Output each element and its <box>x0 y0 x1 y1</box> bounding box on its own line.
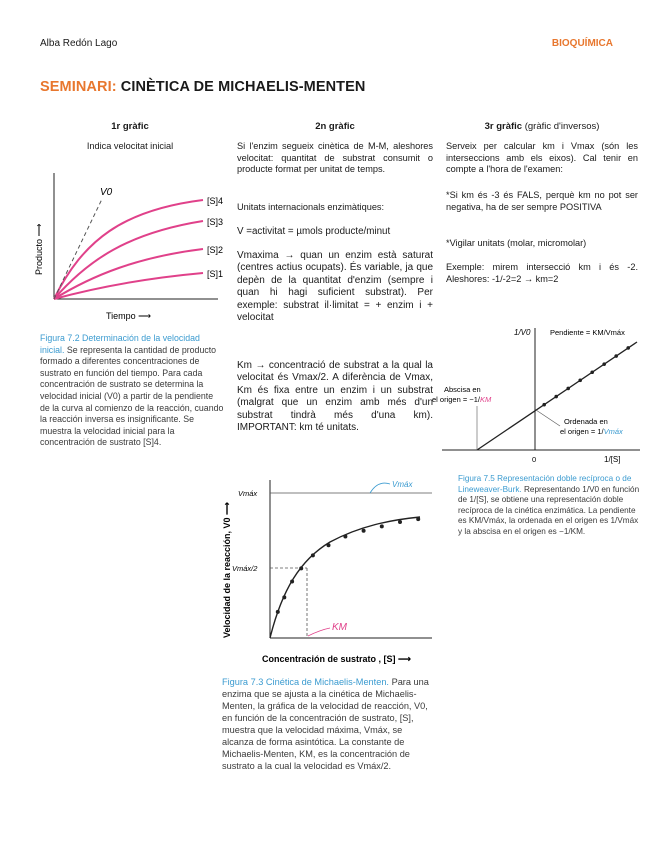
col3-intro: Serveix per calcular km i Vmax (són les interseccions amb els eixos). Cal tenir en compte a l'hora de l'examen: <box>446 141 638 175</box>
curve-label-s1: [S]1 <box>207 269 224 279</box>
data-point-7 <box>362 529 366 533</box>
data-point-3 <box>299 566 303 570</box>
figure-7-3-michaelis-menten <box>220 470 435 675</box>
lb-point-6 <box>614 354 618 358</box>
author-name: Alba Redón Lago <box>40 38 118 49</box>
title-main: CINÈTICA DE MICHAELIS-MENTEN <box>116 79 366 95</box>
col1-heading: 1r gràfic <box>111 121 149 132</box>
curve-label-s3: [S]3 <box>207 217 224 227</box>
data-point-6 <box>343 535 347 539</box>
col2-intro: Si l'enzim segueix cinètica de M-M, aleshores velocitat: quantitat de substrat consumit o producte format per unitat de temps. <box>237 141 433 175</box>
lb-point-5 <box>602 362 606 366</box>
y-intercept-leader <box>536 410 560 426</box>
vmax-axis-label: Vmáx <box>238 489 258 498</box>
figure-7-5-caption <box>458 474 640 538</box>
km-leader <box>308 628 330 636</box>
lb-point-7 <box>626 346 630 350</box>
data-point-9 <box>398 520 402 524</box>
vmax-leader <box>370 483 390 493</box>
x-intercept-label-a: Abscisa en <box>444 385 481 394</box>
col1-subheading: Indica velocitat inicial <box>86 141 174 151</box>
subject-label: BIOQUÍMICA <box>551 38 613 49</box>
data-point-5 <box>327 543 331 547</box>
data-point-8 <box>380 524 384 528</box>
curve-label-s2: [S]2 <box>207 245 224 255</box>
caption-figure-label: Figura 7.2 Determinación de la velocidad inicial. <box>40 333 200 355</box>
page-title <box>40 79 366 95</box>
slope-label: Pendiente = KM/Vmáx <box>550 328 625 337</box>
col2-units-formula: V =activitat = µmols producte/minut <box>237 226 391 237</box>
col2-heading: 2n gràfic <box>315 121 355 132</box>
figure-7-5-lineweaver-burk <box>432 322 647 467</box>
v0-label: V0 <box>100 187 113 198</box>
caption-figure-label: Figura 7.5 Representación doble recíproca o de Lineweaver-Burk. <box>458 474 632 494</box>
y-axis-label: 1/V0 <box>514 328 531 337</box>
curve-label-s4: [S]4 <box>207 196 224 206</box>
caption-figure-label: Figura 7.3 Cinética de Michaelis-Menten. <box>222 677 389 687</box>
lb-point-3 <box>578 379 582 383</box>
col3-note-1: *Si km és -3 és FALS, perquè km no pot ser negativa, ha de ser sempre POSITIVA <box>446 190 638 212</box>
lb-point-0 <box>542 403 546 407</box>
data-point-1 <box>282 595 286 599</box>
data-point-0 <box>276 610 280 614</box>
col3-heading-note: (gràfic d'inversos) <box>522 121 600 132</box>
caption-text: Representando 1/V0 en función de 1/[S], se obtiene una representación doble recíproca de la cinética enzimática. La pendiente es KM/Vmáx, la ordenada en el origen es 1/Vmáx y la abscisa en el origen es −1/KM. <box>458 484 640 536</box>
col3-note-2: *Vigilar unitats (molar, micromolar) <box>446 238 587 248</box>
figure-7-3-caption <box>222 676 434 772</box>
col2-km-text: Km → concentració de substrat a la qual la velocitat és Vmax/2. A diferència de Vmax, Km és fixa entre un enzim i un substrat (malgrat que un enzim amb més d'un substrat tindrà més d'una km). IMPORTANT: km té unitats. <box>237 360 433 434</box>
caption-text: Para una enzima que se ajusta a la cinética de Michaelis-Menten, la gráfica de la velocidad de reacción, V0, en función de la concentración de sustrato, [S], muestra que la velocidad máxima, Vmáx, se alcanza de forma asintótica. La constante de Michaelis-Menten, KM, es la concentración de sustrato a la cual la velocidad es Vmáx/2. <box>222 677 429 771</box>
figure-7-2-caption <box>40 333 225 449</box>
lb-point-1 <box>554 395 558 399</box>
title-prefix: SEMINARI: <box>40 79 117 95</box>
km-label: KM <box>332 622 347 633</box>
x-intercept-label-b: el origen = −1/KM <box>432 395 492 404</box>
col3-heading <box>446 121 638 132</box>
origin-label: 0 <box>532 455 537 464</box>
curve-s4 <box>54 200 203 299</box>
x-axis-label: 1/[S] <box>604 455 621 464</box>
col3-example: Exemple: mirem intersecció km i és -2. Aleshores: -1/-2=2 → km=2 <box>446 262 638 284</box>
col3-heading-main: 3r gràfic <box>484 121 523 132</box>
y-intercept-label-a: Ordenada en <box>564 417 608 426</box>
figure-7-2-progress-curves <box>28 165 228 325</box>
curve-s2 <box>54 249 203 299</box>
data-point-2 <box>290 579 294 583</box>
col2-vmax-text: Vmaxima → quan un enzim està saturat (centres actius ocupats). És variable, ja que depèn de la quantitat d'enzim (sempre i quan hi hagi suficient substrat). Per exemple: substrat il·limitat = + enzim i + velocitat <box>237 250 433 324</box>
data-point-4 <box>311 553 315 557</box>
vmax-half-label: Vmáx/2 <box>232 564 258 573</box>
data-point-10 <box>416 517 420 521</box>
y-intercept-label-b: el origen = 1/Vmáx <box>560 427 623 436</box>
lb-point-4 <box>590 370 594 374</box>
initial-velocity-tangent <box>54 199 102 299</box>
vmax-right-label: Vmáx <box>392 480 413 489</box>
caption-text: Se representa la cantidad de producto formado a diferentes concentraciones de sustrato en función del tiempo. Para cada concentración de sustrato se determina la velocidad inicial (V0) a partir de la pendiente de la curva al comienzo de la reacción, cuando la reacción inversa es insignificante. Se muestra la velocidad inicial para la concentración de sustrato [S]4. <box>40 344 224 448</box>
lb-point-2 <box>566 387 570 391</box>
data-points <box>276 517 420 614</box>
y-axis-label: Velocidad de la reacción, V0 ⟶ <box>222 502 232 638</box>
y-axis-label: Producto ⟶ <box>34 223 44 275</box>
col2-units-title: Unitats internacionals enzimàtiques: <box>237 202 385 212</box>
x-axis-label: Concentración de sustrato , [S] ⟶ <box>262 654 411 664</box>
x-axis-label: Tiempo ⟶ <box>106 311 152 321</box>
